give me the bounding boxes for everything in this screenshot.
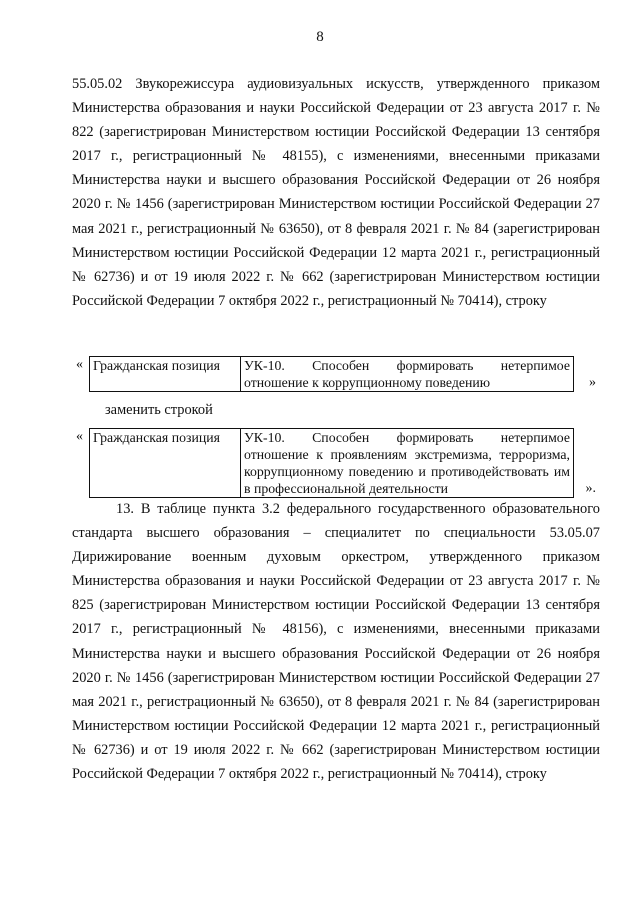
page-number: 8 — [316, 29, 324, 45]
description-rest: отношение к коррупционному поведению — [244, 375, 491, 390]
description-first-line: УК-10. Способен формировать нетерпимое — [244, 358, 570, 373]
description-first-line: УК-10. Способен формировать нетерпимое — [244, 430, 570, 445]
competency-category-cell: Гражданская позиция — [90, 429, 241, 498]
close-quote: » — [589, 375, 596, 390]
open-quote: « — [76, 357, 83, 372]
table-row — [90, 429, 574, 498]
paragraph-1: 55.05.02 Звукорежиссура аудиовизуальных искусств, утвержденного приказом Министерства образования и науки Российской Федерации от 23 августа 2017 г. № 822 (зарегистрирован Министерством юстиции Российской Федерации 13 сентября 2017 г., регистрационный № 48155), с изменениями, внесенными приказами Министерства науки и высшего образования Российской Федерации от 26 ноября 2020 г. № 1456 (зарегистрирован Министерством юстиции Российской Федерации 27 мая 2021 г., регистрационный № 63650), от 8 февраля 2021 г. № 84 (зарегистрирован Министерством юстиции Российской Федерации 12 марта 2021 г., регистрационный № 62736) и от 19 июля 2022 г. № 662 (зарегистрирован Министерством юстиции Российской Федерации 7 октября 2022 г., регистрационный № 70414), строку — [72, 76, 600, 309]
new-row-table — [89, 428, 574, 498]
competency-description-cell — [241, 429, 574, 498]
close-quote: ». — [585, 481, 596, 496]
paragraph-2: 13. В таблице пункта 3.2 федерального государственного образовательного стандарта высшего образования – специалитет по специальности 53.05.07 Дирижирование военным духовым оркестром, утвержденного приказом Министерства образования и науки Российской Федерации от 23 августа 2017 г. № 825 (зарегистрирован Министерством юстиции Российской Федерации 13 сентября 2017 г., регистрационный № 48156), с изменениями, внесенными приказами Министерства науки и высшего образования Российской Федерации от 26 ноября 2020 г. № 1456 (зарегистрирован Министерством юстиции Российской Федерации 27 мая 2021 г., регистрационный № 63650), от 8 февраля 2021 г. № 84 (зарегистрирован Министерством юстиции Российской Федерации 12 марта 2021 г., регистрационный № 62736) и от 19 июля 2022 г. № 662 (зарегистрирован Министерством юстиции Российской Федерации 7 октября 2022 г., регистрационный № 70414), строку — [72, 501, 600, 783]
competency-description-cell — [241, 357, 574, 392]
open-quote: « — [76, 429, 83, 444]
description-rest: отношение к проявлениям экстремизма, терроризма, коррупционному поведению и противодействовать им в профессиональной деятельности — [244, 447, 570, 496]
table-row — [90, 357, 574, 392]
replace-label: заменить строкой — [105, 402, 213, 418]
old-row-table — [89, 356, 574, 392]
competency-category-cell: Гражданская позиция — [90, 357, 241, 392]
